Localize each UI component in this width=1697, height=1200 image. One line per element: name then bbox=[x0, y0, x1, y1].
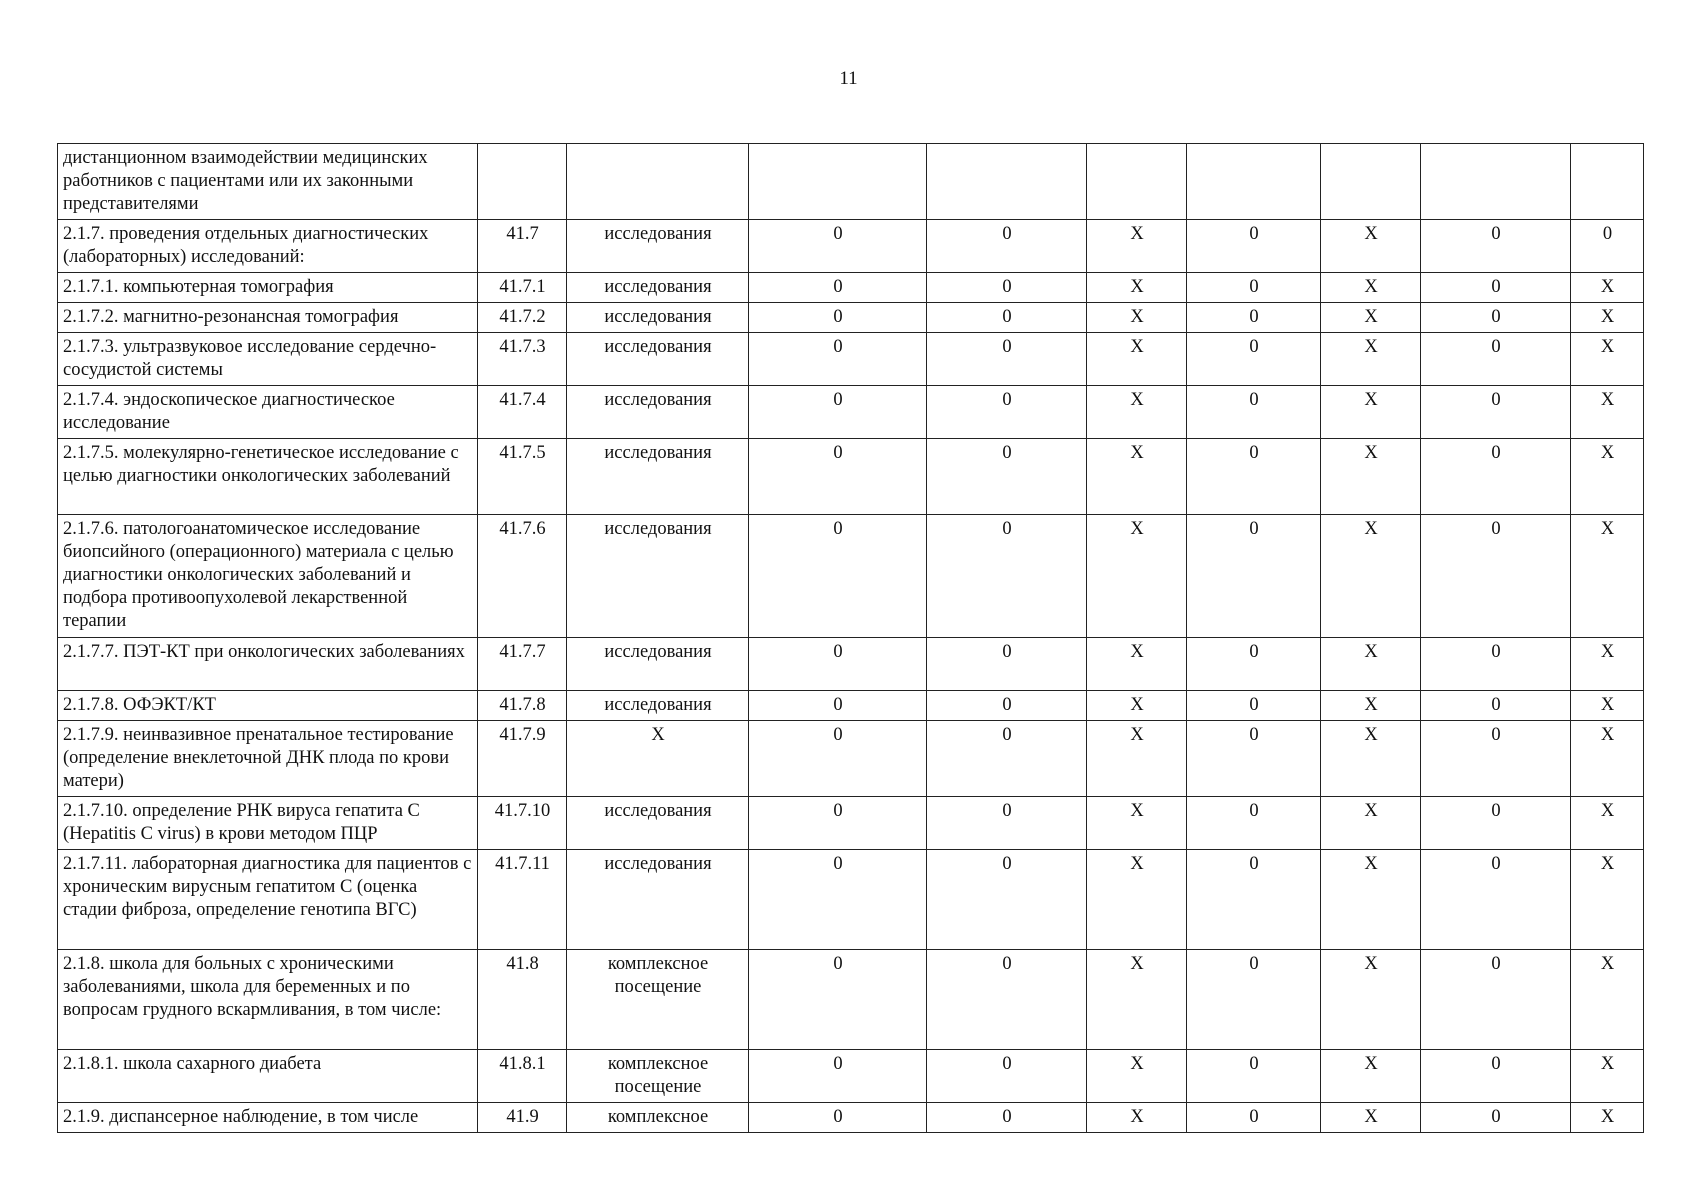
col-8-cell: X bbox=[1321, 1050, 1421, 1103]
row-code-cell: 41.7.6 bbox=[478, 515, 567, 638]
col-5-cell: 0 bbox=[927, 1050, 1087, 1103]
col-4-cell: 0 bbox=[749, 1050, 927, 1103]
row-code-cell: 41.7.4 bbox=[478, 386, 567, 439]
table-row bbox=[58, 950, 1644, 1050]
row-unit-cell: исследования bbox=[567, 273, 749, 303]
col-7-cell bbox=[1187, 144, 1321, 220]
row-code-cell: 41.7.11 bbox=[478, 850, 567, 950]
col-8-cell: X bbox=[1321, 1103, 1421, 1133]
col-8-cell: X bbox=[1321, 850, 1421, 950]
col-10-cell: X bbox=[1571, 515, 1644, 638]
table-row bbox=[58, 386, 1644, 439]
row-code-cell: 41.7.8 bbox=[478, 691, 567, 721]
table-row bbox=[58, 1050, 1644, 1103]
col-4-cell: 0 bbox=[749, 950, 927, 1050]
row-code-cell: 41.7.5 bbox=[478, 439, 567, 515]
col-5-cell: 0 bbox=[927, 691, 1087, 721]
col-9-cell: 0 bbox=[1421, 515, 1571, 638]
col-10-cell: X bbox=[1571, 1103, 1644, 1133]
col-7-cell: 0 bbox=[1187, 721, 1321, 797]
row-unit-cell: исследования bbox=[567, 691, 749, 721]
row-unit-cell: исследования bbox=[567, 515, 749, 638]
row-unit-cell: исследования bbox=[567, 850, 749, 950]
col-8-cell: X bbox=[1321, 638, 1421, 691]
col-4-cell: 0 bbox=[749, 273, 927, 303]
col-4-cell: 0 bbox=[749, 439, 927, 515]
table-row bbox=[58, 721, 1644, 797]
table-row bbox=[58, 439, 1644, 515]
row-name-cell: 2.1.7.3. ультразвуковое исследование сердечно-сосудистой системы bbox=[58, 333, 478, 386]
table-row bbox=[58, 273, 1644, 303]
col-7-cell: 0 bbox=[1187, 333, 1321, 386]
table-row bbox=[58, 144, 1644, 220]
col-10-cell: 0 bbox=[1571, 220, 1644, 273]
col-7-cell: 0 bbox=[1187, 273, 1321, 303]
col-4-cell: 0 bbox=[749, 850, 927, 950]
col-5-cell bbox=[927, 144, 1087, 220]
col-5-cell: 0 bbox=[927, 439, 1087, 515]
col-9-cell: 0 bbox=[1421, 950, 1571, 1050]
col-7-cell: 0 bbox=[1187, 515, 1321, 638]
row-unit-cell: исследования bbox=[567, 797, 749, 850]
col-6-cell: X bbox=[1087, 850, 1187, 950]
col-6-cell: X bbox=[1087, 797, 1187, 850]
row-name-cell: 2.1.7.9. неинвазивное пренатальное тестирование (определение внеклеточной ДНК плода по крови матери) bbox=[58, 721, 478, 797]
col-6-cell: X bbox=[1087, 1050, 1187, 1103]
row-code-cell bbox=[478, 144, 567, 220]
row-unit-cell: исследования bbox=[567, 386, 749, 439]
col-9-cell: 0 bbox=[1421, 333, 1571, 386]
col-8-cell: X bbox=[1321, 273, 1421, 303]
col-7-cell: 0 bbox=[1187, 386, 1321, 439]
col-5-cell: 0 bbox=[927, 850, 1087, 950]
col-10-cell: X bbox=[1571, 950, 1644, 1050]
col-5-cell: 0 bbox=[927, 333, 1087, 386]
col-5-cell: 0 bbox=[927, 220, 1087, 273]
col-9-cell: 0 bbox=[1421, 220, 1571, 273]
col-9-cell: 0 bbox=[1421, 273, 1571, 303]
col-8-cell: X bbox=[1321, 797, 1421, 850]
col-8-cell: X bbox=[1321, 691, 1421, 721]
row-code-cell: 41.7.2 bbox=[478, 303, 567, 333]
col-9-cell: 0 bbox=[1421, 386, 1571, 439]
row-code-cell: 41.7.10 bbox=[478, 797, 567, 850]
table-row bbox=[58, 220, 1644, 273]
col-7-cell: 0 bbox=[1187, 850, 1321, 950]
table-row bbox=[58, 303, 1644, 333]
row-name-cell: 2.1.8. школа для больных с хроническими заболеваниями, школа для беременных и по вопросам грудного вскармливания, в том числе: bbox=[58, 950, 478, 1050]
col-10-cell: X bbox=[1571, 439, 1644, 515]
col-6-cell: X bbox=[1087, 950, 1187, 1050]
col-7-cell: 0 bbox=[1187, 797, 1321, 850]
col-10-cell: X bbox=[1571, 333, 1644, 386]
col-5-cell: 0 bbox=[927, 638, 1087, 691]
row-name-cell: 2.1.7. проведения отдельных диагностических (лабораторных) исследований: bbox=[58, 220, 478, 273]
report-table bbox=[57, 143, 1644, 1133]
col-4-cell: 0 bbox=[749, 638, 927, 691]
col-8-cell: X bbox=[1321, 333, 1421, 386]
col-4-cell: 0 bbox=[749, 691, 927, 721]
col-6-cell: X bbox=[1087, 691, 1187, 721]
col-10-cell: X bbox=[1571, 721, 1644, 797]
col-5-cell: 0 bbox=[927, 950, 1087, 1050]
col-8-cell: X bbox=[1321, 721, 1421, 797]
col-6-cell: X bbox=[1087, 515, 1187, 638]
row-name-cell: 2.1.7.8. ОФЭКТ/КТ bbox=[58, 691, 478, 721]
table-row bbox=[58, 1103, 1644, 1133]
col-4-cell: 0 bbox=[749, 386, 927, 439]
col-7-cell: 0 bbox=[1187, 303, 1321, 333]
col-10-cell: X bbox=[1571, 273, 1644, 303]
col-5-cell: 0 bbox=[927, 386, 1087, 439]
col-6-cell: X bbox=[1087, 303, 1187, 333]
col-4-cell: 0 bbox=[749, 1103, 927, 1133]
table-row bbox=[58, 515, 1644, 638]
row-name-cell: 2.1.7.7. ПЭТ-КТ при онкологических заболеваниях bbox=[58, 638, 478, 691]
col-10-cell: X bbox=[1571, 1050, 1644, 1103]
row-code-cell: 41.7 bbox=[478, 220, 567, 273]
row-code-cell: 41.7.7 bbox=[478, 638, 567, 691]
table-row bbox=[58, 638, 1644, 691]
table-body bbox=[58, 144, 1644, 1133]
col-8-cell: X bbox=[1321, 386, 1421, 439]
col-4-cell: 0 bbox=[749, 721, 927, 797]
col-6-cell: X bbox=[1087, 721, 1187, 797]
col-4-cell: 0 bbox=[749, 797, 927, 850]
col-5-cell: 0 bbox=[927, 797, 1087, 850]
col-9-cell: 0 bbox=[1421, 1103, 1571, 1133]
row-code-cell: 41.8 bbox=[478, 950, 567, 1050]
row-unit-cell: исследования bbox=[567, 220, 749, 273]
col-9-cell: 0 bbox=[1421, 797, 1571, 850]
row-unit-cell: исследования bbox=[567, 439, 749, 515]
col-5-cell: 0 bbox=[927, 303, 1087, 333]
col-9-cell: 0 bbox=[1421, 691, 1571, 721]
col-10-cell: X bbox=[1571, 797, 1644, 850]
row-name-cell: 2.1.8.1. школа сахарного диабета bbox=[58, 1050, 478, 1103]
col-6-cell: X bbox=[1087, 1103, 1187, 1133]
col-5-cell: 0 bbox=[927, 515, 1087, 638]
col-8-cell: X bbox=[1321, 220, 1421, 273]
row-name-cell: 2.1.7.2. магнитно-резонансная томография bbox=[58, 303, 478, 333]
col-9-cell: 0 bbox=[1421, 303, 1571, 333]
col-10-cell bbox=[1571, 144, 1644, 220]
col-9-cell: 0 bbox=[1421, 1050, 1571, 1103]
col-4-cell: 0 bbox=[749, 303, 927, 333]
col-8-cell bbox=[1321, 144, 1421, 220]
col-8-cell: X bbox=[1321, 303, 1421, 333]
row-unit-cell: комплексное bbox=[567, 1103, 749, 1133]
col-7-cell: 0 bbox=[1187, 439, 1321, 515]
col-10-cell: X bbox=[1571, 850, 1644, 950]
row-name-cell: 2.1.7.4. эндоскопическое диагностическое исследование bbox=[58, 386, 478, 439]
col-6-cell: X bbox=[1087, 638, 1187, 691]
row-unit-cell: исследования bbox=[567, 638, 749, 691]
col-9-cell: 0 bbox=[1421, 638, 1571, 691]
col-8-cell: X bbox=[1321, 515, 1421, 638]
col-9-cell: 0 bbox=[1421, 850, 1571, 950]
row-code-cell: 41.7.1 bbox=[478, 273, 567, 303]
row-unit-cell bbox=[567, 144, 749, 220]
col-8-cell: X bbox=[1321, 439, 1421, 515]
col-7-cell: 0 bbox=[1187, 691, 1321, 721]
col-7-cell: 0 bbox=[1187, 220, 1321, 273]
col-8-cell: X bbox=[1321, 950, 1421, 1050]
table-row bbox=[58, 691, 1644, 721]
col-6-cell: X bbox=[1087, 220, 1187, 273]
row-unit-cell: исследования bbox=[567, 333, 749, 386]
col-6-cell: X bbox=[1087, 386, 1187, 439]
row-unit-cell: комплексное посещение bbox=[567, 950, 749, 1050]
row-name-cell: 2.1.7.1. компьютерная томография bbox=[58, 273, 478, 303]
col-4-cell: 0 bbox=[749, 220, 927, 273]
row-unit-cell: комплексное посещение bbox=[567, 1050, 749, 1103]
col-7-cell: 0 bbox=[1187, 950, 1321, 1050]
col-5-cell: 0 bbox=[927, 721, 1087, 797]
table-row bbox=[58, 797, 1644, 850]
col-9-cell: 0 bbox=[1421, 721, 1571, 797]
col-4-cell bbox=[749, 144, 927, 220]
col-7-cell: 0 bbox=[1187, 638, 1321, 691]
row-code-cell: 41.7.3 bbox=[478, 333, 567, 386]
col-10-cell: X bbox=[1571, 638, 1644, 691]
col-4-cell: 0 bbox=[749, 333, 927, 386]
col-10-cell: X bbox=[1571, 386, 1644, 439]
row-unit-cell: X bbox=[567, 721, 749, 797]
row-name-cell: 2.1.7.11. лабораторная диагностика для пациентов с хроническим вирусным гепатитом С (оценка стадии фиброза, определение генотипа ВГС) bbox=[58, 850, 478, 950]
col-10-cell: X bbox=[1571, 303, 1644, 333]
col-7-cell: 0 bbox=[1187, 1050, 1321, 1103]
col-7-cell: 0 bbox=[1187, 1103, 1321, 1133]
col-6-cell: X bbox=[1087, 439, 1187, 515]
col-6-cell bbox=[1087, 144, 1187, 220]
row-unit-cell: исследования bbox=[567, 303, 749, 333]
col-4-cell: 0 bbox=[749, 515, 927, 638]
col-5-cell: 0 bbox=[927, 273, 1087, 303]
col-5-cell: 0 bbox=[927, 1103, 1087, 1133]
col-9-cell: 0 bbox=[1421, 439, 1571, 515]
col-10-cell: X bbox=[1571, 691, 1644, 721]
row-code-cell: 41.8.1 bbox=[478, 1050, 567, 1103]
col-6-cell: X bbox=[1087, 333, 1187, 386]
row-name-cell: 2.1.7.5. молекулярно-генетическое исследование с целью диагностики онкологических заболеваний bbox=[58, 439, 478, 515]
row-name-cell: 2.1.7.6. патологоанатомическое исследование биопсийного (операционного) материала с целью диагностики онкологических заболеваний и подбора противоопухолевой лекарственной терапии bbox=[58, 515, 478, 638]
row-code-cell: 41.9 bbox=[478, 1103, 567, 1133]
table-row bbox=[58, 850, 1644, 950]
table-row bbox=[58, 333, 1644, 386]
col-9-cell bbox=[1421, 144, 1571, 220]
page-number: 11 bbox=[839, 68, 858, 89]
col-6-cell: X bbox=[1087, 273, 1187, 303]
row-name-cell: дистанционном взаимодействии медицинских работников с пациентами или их законными представителями bbox=[58, 144, 478, 220]
row-name-cell: 2.1.9. диспансерное наблюдение, в том числе bbox=[58, 1103, 478, 1133]
row-name-cell: 2.1.7.10. определение РНК вируса гепатита С (Hepatitis C virus) в крови методом ПЦР bbox=[58, 797, 478, 850]
row-code-cell: 41.7.9 bbox=[478, 721, 567, 797]
